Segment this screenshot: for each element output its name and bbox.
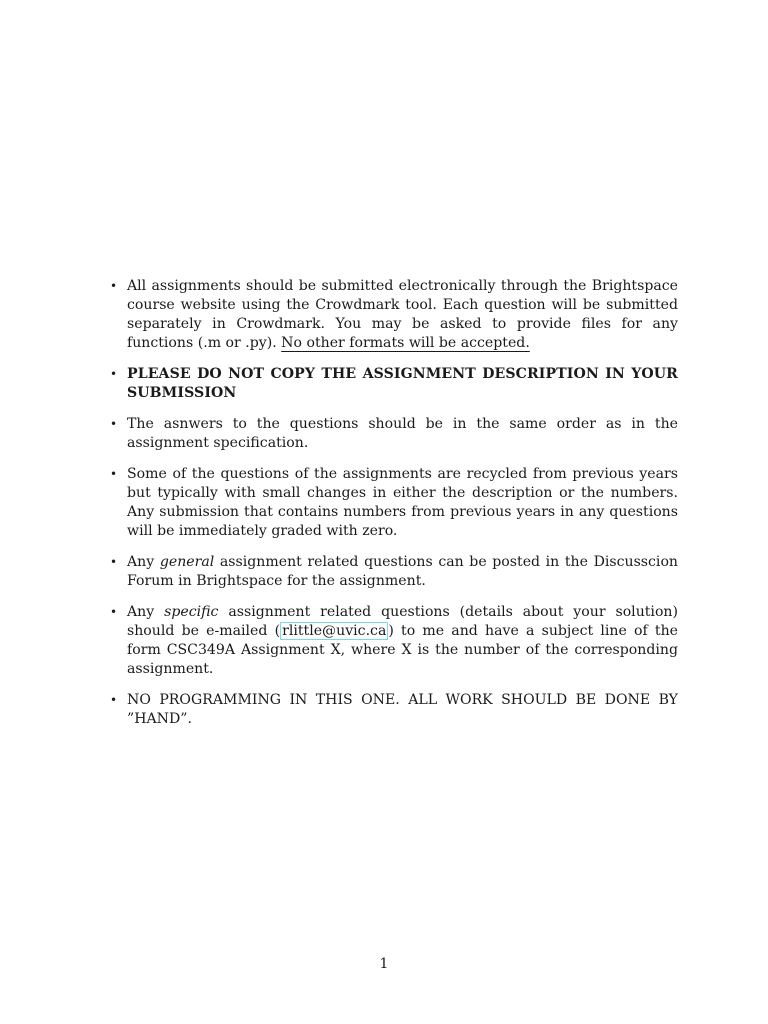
recycled-text: Some of the questions of the assignments are recycled from previous years but typically with small changes in either the description or the numbers. Any submission that contains numbers from previous years in any questions will be immediately graded with zero.	[127, 466, 678, 539]
no-programming-text: NO PROGRAMMING IN THIS ONE. ALL WORK SHOULD BE DONE BY ”HAND”.	[127, 692, 678, 727]
specific-emphasis: specific	[164, 604, 219, 620]
list-item-general-questions	[110, 553, 679, 591]
bullet-icon: •	[110, 605, 118, 619]
general-after: assignment related questions can be posted in the Discusscion Forum in Brightspace for the assignment.	[127, 554, 679, 589]
submission-underlined-text: No other formats will be accepted.	[281, 335, 530, 351]
specific-after: ) to me and have a subject line of the form CSC349A Assignment X, where X is the number of the corresponding assignment.	[127, 623, 678, 677]
specific-middle: assignment related questions (details about your solution) should be e-mailed (	[127, 604, 678, 639]
general-emphasis: general	[159, 554, 215, 570]
list-item-recycled	[110, 465, 678, 541]
instructions-list	[110, 277, 679, 741]
email-link[interactable]: rlittle@uvic.ca	[282, 623, 387, 639]
do-not-copy-warning: PLEASE DO NOT COPY THE ASSIGNMENT DESCRIPTION IN YOUR SUBMISSION	[127, 366, 678, 401]
list-item-specific-questions	[110, 603, 678, 679]
submission-text: All assignments should be submitted electronically through the Brightspace course website using the Crowdmark tool. Each question will be submitted separately in Crowdmark. You may be asked to provide files for any functions (.m or .py).	[127, 278, 678, 351]
bullet-icon: •	[110, 467, 118, 481]
list-item-submission	[110, 277, 678, 353]
page-number: 1	[379, 956, 389, 972]
order-text: The asnwers to the questions should be in the same order as in the assignment specification.	[127, 416, 678, 451]
bullet-icon: •	[110, 693, 118, 707]
bullet-icon: •	[110, 417, 118, 431]
bullet-icon: •	[110, 279, 118, 293]
bullet-icon: •	[110, 367, 118, 381]
list-item-order	[110, 415, 678, 453]
specific-before: Any	[127, 604, 165, 620]
list-item-do-not-copy	[110, 365, 678, 403]
list-item-no-programming	[110, 691, 678, 729]
bullet-icon: •	[110, 555, 118, 569]
general-before: Any	[127, 554, 160, 570]
